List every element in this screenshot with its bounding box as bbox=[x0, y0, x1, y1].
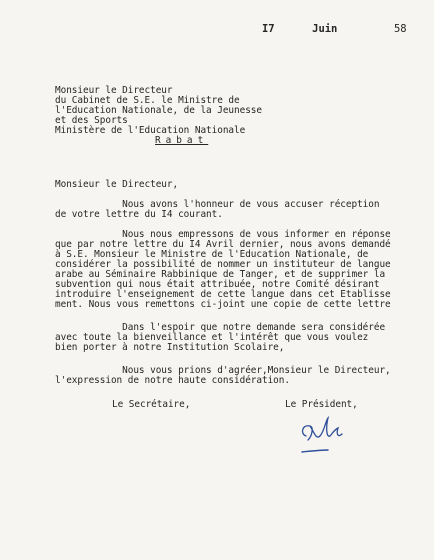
paragraph-line: Nous avons l'honneur de vous accuser réception bbox=[55, 199, 380, 210]
page-number: 58 bbox=[394, 23, 407, 35]
paragraph-line: Nous vous prions d'agréer,Monsieur le Directeur, bbox=[55, 365, 391, 376]
paragraph-line: que par notre lettre du I4 Avril dernier, nous avons demandé bbox=[55, 239, 391, 250]
paragraph-line: subvention qui nous était attribuée, notre Comité désirant bbox=[55, 279, 380, 290]
paragraph-line: ment. Nous vous remettons ci-joint une copie de cette lettre bbox=[55, 299, 391, 310]
paragraph-request bbox=[55, 230, 391, 310]
paragraph-closing bbox=[55, 366, 391, 386]
paragraph-line: de votre lettre du I4 courant. bbox=[55, 209, 223, 220]
letter-date: I7 Juin bbox=[262, 23, 338, 35]
address-line: Monsieur le Directeur bbox=[55, 85, 173, 96]
secretary-label: Le Secrétaire, bbox=[112, 399, 191, 410]
address-line: et des Sports bbox=[55, 115, 128, 126]
paragraph-acknowledgement bbox=[55, 200, 379, 220]
address-line: du Cabinet de S.E. le Ministre de bbox=[55, 95, 240, 106]
paragraph-line: avec toute la bienveillance et l'intérêt que vous voulez bbox=[55, 332, 369, 343]
paragraph-line: Dans l'espoir que notre demande sera considérée bbox=[55, 322, 386, 333]
paragraph-line: considérer la possibilité de nommer un instituteur de langue bbox=[55, 259, 391, 270]
recipient-address bbox=[55, 86, 262, 146]
president-label: Le Président, bbox=[285, 399, 358, 410]
paragraph-line: introduire l'enseignement de cette langue dans cet Etablisse bbox=[55, 289, 391, 300]
paragraph-line: à S.E. Monsieur le Ministre de l'Education Nationale, de bbox=[55, 249, 369, 260]
paragraph-line: Nous nous empressons de vous informer en réponse bbox=[55, 229, 391, 240]
address-line: Ministère de l'Education Nationale bbox=[55, 125, 246, 136]
paragraph-line: bien porter à notre Institution Scolaire, bbox=[55, 342, 285, 353]
paragraph-line: arabe au Séminaire Rabbinique de Tanger, et de supprimer la bbox=[55, 269, 386, 280]
address-city: Rabat bbox=[155, 135, 209, 146]
paragraph-hope bbox=[55, 323, 385, 353]
paragraph-line: l'expression de notre haute considération. bbox=[55, 375, 290, 386]
salutation: Monsieur le Directeur, bbox=[55, 179, 179, 190]
president-signature bbox=[292, 410, 362, 458]
address-line: l'Education Nationale, de la Jeunesse bbox=[55, 105, 262, 116]
